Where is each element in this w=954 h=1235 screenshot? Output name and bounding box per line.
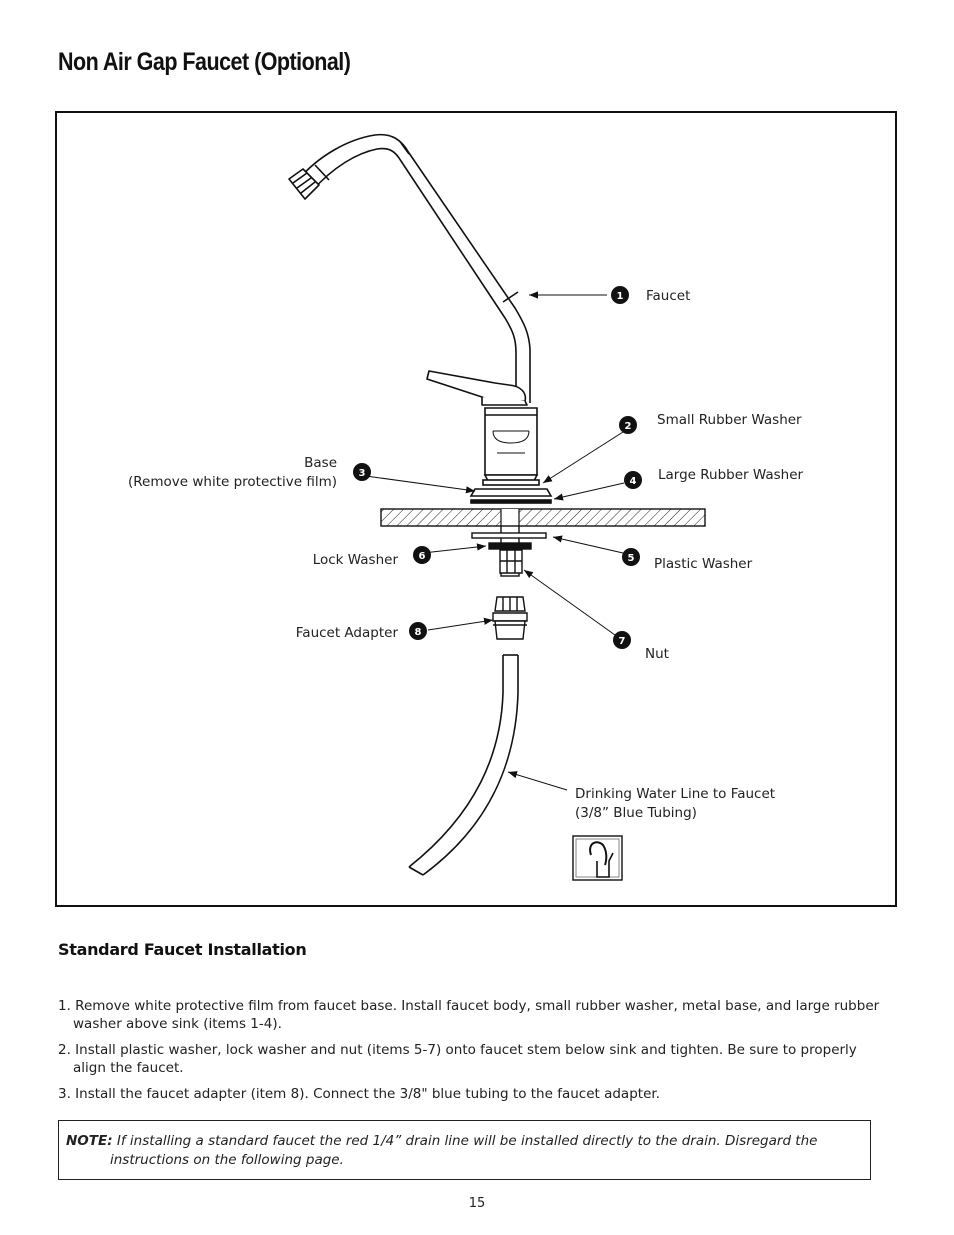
note-text: If installing a standard faucet the red 1/4” drain line will be installed directly to the drain. Disregard the instructions on the following page.	[110, 1133, 818, 1168]
label-faucet-adapter: Faucet Adapter	[295, 625, 398, 641]
faucet-stem	[472, 526, 546, 576]
svg-text:1: 1	[616, 291, 624, 302]
blue-tubing	[409, 655, 518, 875]
badge-3	[353, 463, 371, 481]
label-water-line-size: (3/8” Blue Tubing)	[575, 805, 697, 821]
label-nut: Nut	[645, 646, 669, 662]
faucet-symbol-icon	[573, 836, 622, 880]
svg-text:5: 5	[627, 553, 635, 564]
page-number: 15	[468, 1196, 486, 1211]
note-content	[66, 1132, 862, 1170]
label-base-note: (Remove white protective film)	[128, 474, 337, 490]
faucet-diagram-svg	[57, 113, 899, 909]
svg-text:3: 3	[358, 468, 366, 479]
svg-text:4: 4	[629, 476, 637, 487]
section-heading: Standard Faucet Installation	[58, 940, 307, 959]
faucet-handle	[427, 371, 527, 405]
sink-deck	[381, 509, 705, 526]
badge-4	[624, 471, 642, 489]
svg-text:7: 7	[618, 636, 626, 647]
installation-steps	[58, 997, 888, 1111]
washers-above-sink	[471, 480, 551, 503]
badge-6	[413, 546, 431, 564]
label-base: Base	[304, 455, 337, 471]
step-1: 1. Remove white protective film from faucet base. Install faucet body, small rubber washer, metal base, and large rubber washer above sink (items 1-4).	[58, 998, 880, 1032]
svg-text:6: 6	[418, 551, 426, 562]
page-title: Non Air Gap Faucet (Optional)	[58, 48, 351, 76]
svg-text:8: 8	[414, 627, 422, 638]
badge-5	[622, 548, 640, 566]
label-lock-washer: Lock Washer	[312, 552, 398, 568]
note-box	[58, 1120, 871, 1180]
faucet-spout	[289, 135, 530, 403]
label-plastic-washer: Plastic Washer	[654, 556, 753, 572]
badge-2	[619, 416, 637, 434]
faucet-diagram	[55, 111, 897, 907]
label-large-rubber-washer: Large Rubber Washer	[658, 467, 804, 483]
step-2: 2. Install plastic washer, lock washer and nut (items 5-7) onto faucet stem below sink and tighten. Be sure to properly align the faucet.	[58, 1042, 857, 1076]
label-small-rubber-washer: Small Rubber Washer	[657, 412, 802, 428]
step-3: 3. Install the faucet adapter (item 8). Connect the 3/8" blue tubing to the faucet adapter.	[58, 1086, 660, 1102]
note-label: NOTE:	[66, 1133, 113, 1149]
svg-text:2: 2	[624, 421, 632, 432]
badge-7	[613, 631, 631, 649]
label-faucet: Faucet	[646, 288, 691, 304]
label-water-line: Drinking Water Line to Faucet	[575, 786, 776, 802]
faucet-adapter	[493, 597, 527, 639]
badge-1	[611, 286, 629, 304]
faucet-body	[485, 408, 537, 481]
badge-8	[409, 622, 427, 640]
